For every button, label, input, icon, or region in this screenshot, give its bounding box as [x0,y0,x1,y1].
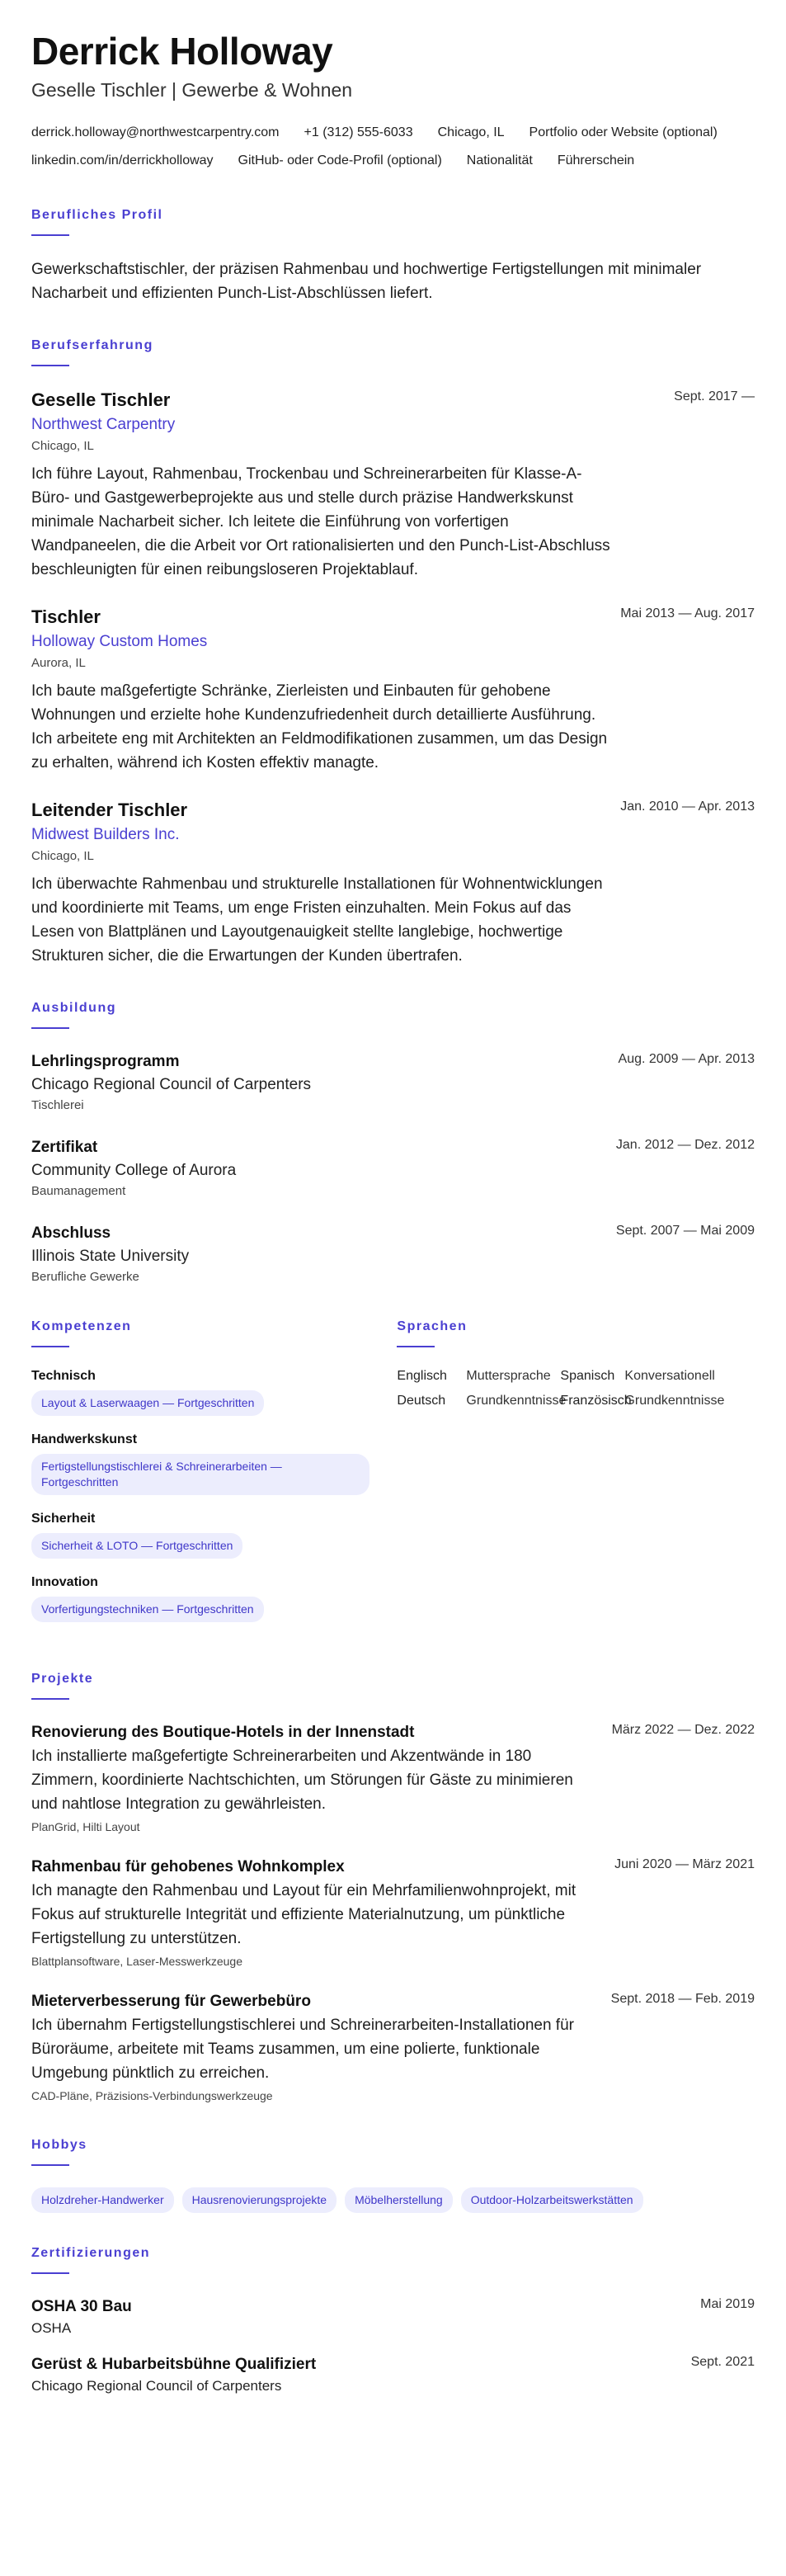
skill-category: Sicherheit [31,1512,96,1526]
hobby-list [31,2187,755,2213]
contact-location: Chicago, IL [437,125,505,139]
languages-section [397,1319,755,1639]
contact-github[interactable]: GitHub- oder Code-Profil (optional) [238,153,442,167]
certification-entry [31,2353,755,2396]
project-tools: CAD-Pläne, Präzisions-Verbindungswerkzeuge [31,2089,273,2102]
skill-group [31,1432,397,1495]
hobby-chip: Outdoor-Holzarbeitswerkstätten [461,2187,643,2213]
contact-nationality: Nationalität [466,153,533,167]
project-description: Ich installierte maßgefertigte Schreinerarbeiten und Akzentwände in 180 Zimmern, koordinierte Nachtschichten, um Störungen für Gäste zu minimieren und nahtlose Integration zu gewährleisten. [31,1748,573,1813]
job-entry [31,388,755,582]
project-dates: Sept. 2018 — Feb. 2019 [610,1992,755,2006]
skill-category: Handwerkskunst [31,1432,138,1446]
education-degree: Zertifikat [31,1139,98,1156]
education-field: Baumanagement [31,1184,126,1198]
project-dates: Juni 2020 — März 2021 [614,1857,755,1871]
project-tools: PlanGrid, Hilti Layout [31,1820,140,1833]
project-entry [31,1721,755,1836]
project-title: Rahmenbau für gehobenes Wohnkomplex [31,1858,345,1875]
contact-license: Führerschein [557,153,635,167]
section-title: Hobbys [31,2138,87,2152]
certification-entry [31,2295,755,2338]
language-level: Grundkenntnisse [624,1394,725,1408]
certification-org: Chicago Regional Council of Carpenters [31,2378,282,2394]
job-location: Chicago, IL [31,439,94,453]
language-level: Muttersprache [466,1369,551,1383]
job-title: Geselle Tischler [31,389,171,410]
section-divider [31,2272,69,2274]
resume-header [31,30,755,175]
job-entry [31,798,755,968]
certification-org: OSHA [31,2320,72,2336]
project-title: Mieterverbesserung für Gewerbebüro [31,1993,311,2010]
certification-date: Sept. 2021 [690,2355,755,2369]
language-name: Französisch [560,1394,632,1408]
hobby-chip: Hausrenovierungsprojekte [182,2187,337,2213]
education-dates: Sept. 2007 — Mai 2009 [615,1224,755,1238]
job-dates: Mai 2013 — Aug. 2017 [620,606,755,620]
education-degree: Abschluss [31,1224,111,1242]
language-level: Konversationell [624,1369,715,1383]
job-description: Ich überwachte Rahmenbau und strukturelle Installationen für Wohnentwicklungen und koordinierte mit Teams, um enge Fristen einzuhalten. Mein Fokus auf das Lesen von Blattplänen und Layoutgenauigkeit stellte langlebige, hochwertige Strukturen sicher, die die Erwartungen der Kunden übertrafen. [31,875,603,965]
language-level: Grundkenntnisse [466,1394,567,1408]
section-title: Kompetenzen [31,1319,132,1333]
job-description: Ich führe Layout, Rahmenbau, Trockenbau und Schreinerarbeiten für Klasse-A-Büro- und Gastgewerbeprojekte aus und stelle durch präzise Handwerkskunst minimale Nacharbeit sicher. Ich leitete die Einführung von vorfertigen Wandpaneelen, die die Arbeit vor Ort rationalisierten und den Punch-List-Abschluss beschleunigten für einen reibungsloseren Projektablauf. [31,465,610,578]
section-divider [31,2164,69,2166]
skill-chip: Sicherheit & LOTO — Fortgeschritten [31,1533,242,1559]
skills-languages-row [31,1319,755,1639]
certification-date: Mai 2019 [700,2297,755,2311]
skill-category: Innovation [31,1575,98,1589]
education-entry [31,1050,755,1115]
profile-section [31,208,755,305]
skill-chip: Vorfertigungstechniken — Fortgeschritten [31,1597,264,1622]
contact-portfolio[interactable]: Portfolio oder Website (optional) [529,125,718,139]
section-divider [31,1346,69,1347]
section-title: Sprachen [397,1319,468,1333]
job-entry [31,605,755,775]
contact-linkedin[interactable]: linkedin.com/in/derrickholloway [31,153,214,167]
education-school: Community College of Aurora [31,1162,237,1179]
job-dates: Jan. 2010 — Apr. 2013 [620,800,755,814]
contact-phone[interactable]: +1 (312) 555-6033 [304,125,413,139]
education-dates: Jan. 2012 — Dez. 2012 [615,1138,755,1152]
hobbies-section [31,2138,755,2213]
education-school: Illinois State University [31,1248,190,1265]
education-entry [31,1136,755,1201]
job-title: Leitender Tischler [31,800,188,820]
section-title: Berufserfahrung [31,338,153,352]
education-school: Chicago Regional Council of Carpenters [31,1076,312,1093]
section-divider [31,365,69,366]
section-title: Berufliches Profil [31,208,163,222]
skill-group [31,1512,397,1559]
education-dates: Aug. 2009 — Apr. 2013 [618,1052,755,1066]
skills-section [31,1319,397,1639]
job-title: Tischler [31,606,101,627]
section-divider [397,1346,435,1347]
project-entry [31,1990,755,2105]
skill-category: Technisch [31,1369,96,1383]
education-field: Tischlerei [31,1098,84,1112]
job-location: Chicago, IL [31,849,94,863]
contact-email[interactable]: derrick.holloway@northwestcarpentry.com [31,125,280,139]
job-location: Aurora, IL [31,656,86,670]
profile-text: Gewerkschaftstischler, der präzisen Rahmenbau und hochwertige Fertigstellungen mit minimaler Nacharbeit und effizienten Punch-List-Abschlüssen liefert. [31,261,702,302]
skill-chip: Layout & Laserwaagen — Fortgeschritten [31,1390,264,1416]
language-name: Deutsch [397,1394,446,1408]
language-name: Englisch [397,1369,447,1383]
language-list [397,1369,755,1408]
section-title: Ausbildung [31,1001,116,1015]
section-divider [31,1698,69,1700]
education-section [31,1001,755,1286]
candidate-headline: Geselle Tischler | Gewerbe & Wohnen [31,79,353,101]
education-field: Berufliche Gewerke [31,1270,139,1284]
section-divider [31,234,69,236]
job-description: Ich baute maßgefertigte Schränke, Zierleisten und Einbauten für gehobene Wohnungen und erzielte hohe Kundenzufriedenheit durch detaillierte Ausführung. Ich arbeitete eng mit Architekten an Feldmodifikationen zusammen, um das Design zu erhalten, während ich Kosten effektiv managte. [31,682,608,771]
project-dates: März 2022 — Dez. 2022 [611,1723,755,1737]
experience-section [31,338,755,968]
job-company: Holloway Custom Homes [31,633,208,650]
contact-list [31,119,755,175]
certification-name: OSHA 30 Bau [31,2298,132,2315]
job-dates: Sept. 2017 — [674,389,755,403]
job-company: Midwest Builders Inc. [31,826,180,843]
job-company: Northwest Carpentry [31,416,176,433]
language-name: Spanisch [560,1369,615,1383]
section-title: Projekte [31,1672,94,1686]
project-tools: Blattplansoftware, Laser-Messwerkzeuge [31,1955,243,1968]
skill-group [31,1575,397,1622]
certification-name: Gerüst & Hubarbeitsbühne Qualifiziert [31,2356,317,2373]
section-title: Zertifizierungen [31,2246,151,2260]
hobby-chip: Holzdreher-Handwerker [31,2187,174,2213]
skill-chip: Fertigstellungstischlerei & Schreinerarbeiten — Fortgeschritten [31,1454,369,1495]
education-entry [31,1222,755,1286]
project-title: Renovierung des Boutique-Hotels in der Innenstadt [31,1724,415,1741]
project-description: Ich managte den Rahmenbau und Layout für ein Mehrfamilienwohnprojekt, mit Fokus auf strukturelle Integrität und effiziente Materialnutzung, um pünktliche Fertigstellung zu unterstützen. [31,1882,577,1947]
section-divider [31,1027,69,1029]
project-entry [31,1856,755,1970]
certifications-section [31,2246,755,2396]
project-description: Ich übernahm Fertigstellungstischlerei und Schreinerarbeiten-Installationen für Büroräume, arbeitete mit Teams zusammen, um eine polierte, funktionale Umgebung pünktlich zu erreichen. [31,2017,574,2082]
education-degree: Lehrlingsprogramm [31,1053,180,1070]
hobby-chip: Möbelherstellung [345,2187,453,2213]
skill-group [31,1369,397,1416]
projects-section [31,1672,755,2105]
candidate-name: Derrick Holloway [31,30,333,73]
